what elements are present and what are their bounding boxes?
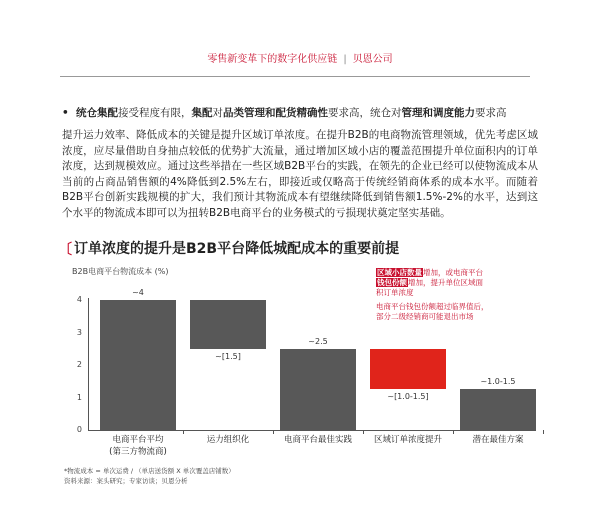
bar-value-label: ~[1.0-1.5]	[387, 392, 429, 402]
y-axis-label: B2B电商平台物流成本 (%)	[72, 267, 169, 276]
bullet-text-3: 集配	[191, 107, 213, 119]
x-category-label-line: 电商平台平均	[112, 435, 164, 445]
company-name: 贝恩公司	[352, 54, 393, 65]
bar-value-label: ~2.5	[308, 336, 328, 346]
chart-title: 订单浓度的提升是B2B平台降低城配成本的重要前提	[74, 241, 400, 257]
header-divider	[60, 76, 530, 77]
footnote-formula: *物流成本 = 单次运费 / （单店送货额 X 单次覆盖店铺数）	[64, 467, 235, 475]
bullet-text-4: 对	[212, 107, 223, 119]
chart-bar	[190, 300, 266, 349]
bullet-text-8: 要求高	[475, 107, 507, 119]
x-category-label	[453, 434, 543, 446]
annotation-line-2: 电商平台钱包份额超过临界值后，部分二级经销商可能退出市场	[376, 302, 489, 321]
x-category-label-line: 区域订单浓度提升	[373, 435, 442, 445]
bar-value-label: ~[1.5]	[215, 351, 241, 361]
x-category-label-line: 运力组织化	[206, 435, 250, 445]
annotation-text-2: 增加，提升单位区域面积订单浓度	[376, 278, 483, 297]
chart-bar	[460, 389, 536, 430]
chart-bar	[100, 300, 176, 430]
bar-value-label: ~4	[132, 288, 144, 297]
x-category-label-line: 潜在最佳方案	[472, 435, 524, 445]
annotation-line-1	[376, 268, 490, 298]
bullet-text-2: 接受程度有限，	[118, 107, 192, 119]
chart-footnote	[64, 466, 544, 486]
chart-annotation	[376, 268, 490, 326]
header-separator: |	[343, 54, 347, 65]
bullet-text-5: 品类管理和配货精确性	[223, 107, 328, 119]
y-tick-label: 3	[76, 327, 82, 337]
body-paragraph: 提升运力效率、降低成本的关键是提升区域订单浓度。在提升B2B的电商物流管理领域，优先考虑区域浓度，应尽量借助自身抽点较低的优势扩大流量，通过增加区域小店的覆盖范围提升单位面积内的订单浓度，达到规模效应。通过这些举措在一些区域B2B平台的实践，在领先的企业已经可以使物流成本从当前的占商品销售额的4%降低到2.5%左右，即接近或仅略高于传统经销商体系的成本水平。而随着B2B平台创新实践规模的扩大，我们预计其物流成本有望继续降低到销售额1.5%-2%的水平，达到这个水平的物流成本即可以为扭转B2B电商平台的业务模式的亏损现状奠定坚实基础。	[62, 129, 538, 219]
y-tick-label: 2	[76, 360, 82, 369]
x-category-label	[273, 434, 363, 446]
bullet-text-7: 管理和调度能力	[401, 107, 475, 119]
annotation-highlight-1: 区域小店数量	[377, 268, 422, 277]
x-category-label	[183, 434, 273, 446]
bullet-dot: •	[62, 107, 69, 119]
x-tick-mark	[543, 430, 544, 434]
annotation-highlight-2: 钱包份额	[377, 278, 407, 287]
y-tick-label: 4	[76, 295, 82, 304]
bullet-point	[62, 106, 532, 120]
bullet-text-1: 统仓集配	[76, 107, 118, 119]
annotation-text-1: 增加，或电商平台	[423, 268, 483, 277]
x-category-label-line: 电商平台最佳实践	[283, 435, 352, 445]
bracket-icon: 〔	[58, 242, 72, 258]
chart-bar	[370, 349, 446, 390]
x-axis-line	[88, 430, 536, 431]
footnote-source: 资料来源：案头研究；专家访谈；贝恩分析	[64, 477, 188, 485]
x-category-label-line: (第三方物流商)	[109, 447, 167, 457]
bullet-text-6: 要求高，统仓对	[328, 107, 402, 119]
bar-value-label: ~1.0-1.5	[480, 377, 516, 387]
chart-bar	[280, 349, 356, 430]
y-tick-label: 0	[76, 425, 82, 434]
y-axis-line	[88, 298, 89, 431]
report-title: 零售新变革下的数字化供应链	[207, 54, 338, 65]
report-header	[0, 50, 600, 65]
x-category-label	[363, 434, 453, 446]
y-tick-label: 1	[76, 392, 82, 402]
x-category-label	[93, 434, 183, 458]
